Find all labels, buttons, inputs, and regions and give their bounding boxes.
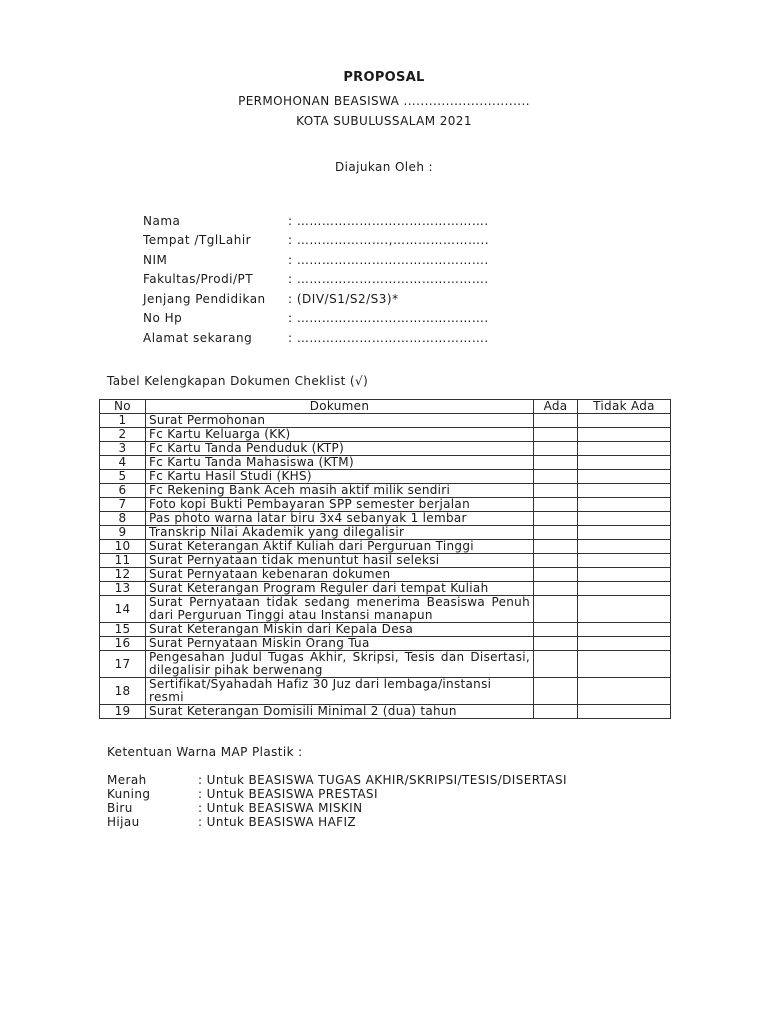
- map-color-row: [107, 773, 567, 787]
- field-label: Jenjang Pendidikan: [143, 291, 266, 306]
- row-number: 4: [100, 456, 146, 470]
- row-document: Fc Kartu Keluarga (KK): [146, 428, 534, 442]
- row-number: 17: [100, 651, 146, 678]
- row-document: Surat Keterangan Program Reguler dari tempat Kuliah: [146, 582, 534, 596]
- document-title: PROPOSAL: [343, 70, 425, 85]
- map-color-row: [107, 801, 567, 815]
- map-color-name: Biru: [107, 801, 133, 815]
- header-tidak-ada: Tidak Ada: [578, 400, 671, 414]
- checklist-body: [100, 414, 671, 719]
- row-tidak-ada-checkbox[interactable]: [578, 414, 671, 428]
- field-value: : ……………………………………….: [288, 330, 489, 345]
- row-tidak-ada-checkbox[interactable]: [578, 705, 671, 719]
- row-number: 8: [100, 512, 146, 526]
- row-document: Fc Rekening Bank Aceh masih aktif milik sendiri: [146, 484, 534, 498]
- table-row: [100, 554, 671, 568]
- map-color-name: Kuning: [107, 787, 151, 801]
- row-document: Pas photo warna latar biru 3x4 sebanyak 1 lembar: [146, 512, 534, 526]
- row-document: Surat Keterangan Miskin dari Kepala Desa: [146, 623, 534, 637]
- row-number: 6: [100, 484, 146, 498]
- field-label: Fakultas/Prodi/PT: [143, 272, 254, 287]
- row-number: 13: [100, 582, 146, 596]
- field-nim: [143, 250, 489, 270]
- checklist-table: [99, 399, 671, 719]
- row-document: Fc Kartu Hasil Studi (KHS): [146, 470, 534, 484]
- row-ada-checkbox[interactable]: [534, 705, 578, 719]
- row-ada-checkbox[interactable]: [534, 442, 578, 456]
- row-number: 14: [100, 596, 146, 623]
- row-ada-checkbox[interactable]: [534, 498, 578, 512]
- row-tidak-ada-checkbox[interactable]: [578, 568, 671, 582]
- map-color-name: Merah: [107, 773, 147, 787]
- table-row: [100, 651, 671, 678]
- row-tidak-ada-checkbox[interactable]: [578, 596, 671, 623]
- table-header-row: [100, 400, 671, 414]
- row-ada-checkbox[interactable]: [534, 484, 578, 498]
- row-document: Sertifikat/Syahadah Hafiz 30 Juz dari lembaga/instansi resmi: [146, 678, 534, 705]
- row-ada-checkbox[interactable]: [534, 596, 578, 623]
- row-number: 11: [100, 554, 146, 568]
- row-number: 10: [100, 540, 146, 554]
- row-ada-checkbox[interactable]: [534, 651, 578, 678]
- document-city-year: KOTA SUBULUSSALAM 2021: [296, 114, 472, 128]
- row-document: Foto kopi Bukti Pembayaran SPP semester berjalan: [146, 498, 534, 512]
- table-row: [100, 442, 671, 456]
- row-document: Transkrip Nilai Akademik yang dilegalisir: [146, 526, 534, 540]
- field-label: NIM: [143, 252, 168, 267]
- row-document: Surat Keterangan Domisili Minimal 2 (dua) tahun: [146, 705, 534, 719]
- field-value: : ………………….,…………………..: [288, 233, 490, 248]
- map-color-row: [107, 787, 567, 801]
- checklist-title: Tabel Kelengkapan Dokumen Cheklist (√): [107, 374, 369, 388]
- row-tidak-ada-checkbox[interactable]: [578, 470, 671, 484]
- table-row: [100, 498, 671, 512]
- row-document: Surat Pernyataan tidak menuntut hasil seleksi: [146, 554, 534, 568]
- map-color-row: [107, 815, 567, 829]
- table-row: [100, 526, 671, 540]
- row-ada-checkbox[interactable]: [534, 526, 578, 540]
- map-color-desc: : Untuk BEASISWA HAFIZ: [198, 815, 357, 829]
- row-ada-checkbox[interactable]: [534, 568, 578, 582]
- row-document: Surat Permohonan: [146, 414, 534, 428]
- field-value: : ……………………………………….: [288, 252, 489, 267]
- table-row: [100, 678, 671, 705]
- row-tidak-ada-checkbox[interactable]: [578, 442, 671, 456]
- map-color-desc: : Untuk BEASISWA TUGAS AKHIR/SKRIPSI/TESIS/DISERTASI: [198, 773, 567, 787]
- row-tidak-ada-checkbox[interactable]: [578, 623, 671, 637]
- row-number: 3: [100, 442, 146, 456]
- row-number: 7: [100, 498, 146, 512]
- header-ada: Ada: [534, 400, 578, 414]
- row-ada-checkbox[interactable]: [534, 637, 578, 651]
- field-value: : ……………………………………….: [288, 272, 489, 287]
- row-tidak-ada-checkbox[interactable]: [578, 428, 671, 442]
- table-row: [100, 512, 671, 526]
- row-tidak-ada-checkbox[interactable]: [578, 512, 671, 526]
- row-tidak-ada-checkbox[interactable]: [578, 484, 671, 498]
- row-ada-checkbox[interactable]: [534, 540, 578, 554]
- row-tidak-ada-checkbox[interactable]: [578, 678, 671, 705]
- map-color-desc: : Untuk BEASISWA MISKIN: [198, 801, 363, 815]
- field-label: No Hp: [143, 311, 183, 326]
- field-label: Tempat /TglLahir: [143, 233, 252, 248]
- row-number: 5: [100, 470, 146, 484]
- row-ada-checkbox[interactable]: [534, 512, 578, 526]
- field-value: : ……………………………………….: [288, 213, 489, 228]
- table-row: [100, 582, 671, 596]
- row-document: Surat Pernyataan Miskin Orang Tua: [146, 637, 534, 651]
- row-number: 1: [100, 414, 146, 428]
- field-birth: [143, 231, 489, 251]
- row-document: Pengesahan Judul Tugas Akhir, Skripsi, Tesis dan Disertasi, dilegalisir pihak berwenang: [146, 651, 534, 678]
- row-number: 16: [100, 637, 146, 651]
- field-level: [143, 289, 489, 309]
- row-ada-checkbox[interactable]: [534, 678, 578, 705]
- map-colors-list: [107, 773, 567, 829]
- row-tidak-ada-checkbox[interactable]: [578, 498, 671, 512]
- field-value: : ……………………………………….: [288, 311, 489, 326]
- row-ada-checkbox[interactable]: [534, 428, 578, 442]
- row-ada-checkbox[interactable]: [534, 582, 578, 596]
- field-label: Alamat sekarang: [143, 330, 253, 345]
- map-color-desc: : Untuk BEASISWA PRESTASI: [198, 787, 378, 801]
- table-row: [100, 540, 671, 554]
- row-number: 9: [100, 526, 146, 540]
- row-number: 19: [100, 705, 146, 719]
- row-tidak-ada-checkbox[interactable]: [578, 637, 671, 651]
- row-number: 15: [100, 623, 146, 637]
- row-tidak-ada-checkbox[interactable]: [578, 540, 671, 554]
- table-row: [100, 428, 671, 442]
- field-value: : (DIV/S1/S2/S3)*: [288, 291, 399, 306]
- table-row: [100, 623, 671, 637]
- row-document: Fc Kartu Tanda Mahasiswa (KTM): [146, 456, 534, 470]
- map-colors-title: Ketentuan Warna MAP Plastik :: [107, 745, 303, 759]
- row-tidak-ada-checkbox[interactable]: [578, 456, 671, 470]
- table-row: [100, 456, 671, 470]
- row-number: 18: [100, 678, 146, 705]
- table-row: [100, 596, 671, 623]
- row-tidak-ada-checkbox[interactable]: [578, 582, 671, 596]
- row-document: Fc Kartu Tanda Penduduk (KTP): [146, 442, 534, 456]
- submitted-by-label: Diajukan Oleh :: [334, 160, 433, 174]
- table-row: [100, 568, 671, 582]
- table-row: [100, 470, 671, 484]
- field-label: Nama: [143, 213, 181, 228]
- row-ada-checkbox[interactable]: [534, 456, 578, 470]
- row-number: 2: [100, 428, 146, 442]
- row-ada-checkbox[interactable]: [534, 554, 578, 568]
- row-ada-checkbox[interactable]: [534, 470, 578, 484]
- table-row: [100, 705, 671, 719]
- document-subtitle: PERMOHONAN BEASISWA ..............................: [238, 94, 530, 108]
- row-number: 12: [100, 568, 146, 582]
- table-row: [100, 637, 671, 651]
- header-no: No: [100, 400, 146, 414]
- field-name: [143, 211, 489, 231]
- row-document: Surat Pernyataan kebenaran dokumen: [146, 568, 534, 582]
- header-document: Dokumen: [146, 400, 534, 414]
- row-tidak-ada-checkbox[interactable]: [578, 554, 671, 568]
- field-address: [143, 328, 489, 348]
- row-ada-checkbox[interactable]: [534, 414, 578, 428]
- row-tidak-ada-checkbox[interactable]: [578, 526, 671, 540]
- field-phone: [143, 309, 489, 329]
- field-faculty: [143, 270, 489, 290]
- table-row: [100, 414, 671, 428]
- row-ada-checkbox[interactable]: [534, 623, 578, 637]
- row-document: Surat Pernyataan tidak sedang menerima Beasiswa Penuh dari Perguruan Tinggi atau Instansi manapun: [146, 596, 534, 623]
- row-tidak-ada-checkbox[interactable]: [578, 651, 671, 678]
- applicant-fields: [143, 211, 489, 348]
- table-row: [100, 484, 671, 498]
- row-document: Surat Keterangan Aktif Kuliah dari Perguruan Tinggi: [146, 540, 534, 554]
- map-color-name: Hijau: [107, 815, 140, 829]
